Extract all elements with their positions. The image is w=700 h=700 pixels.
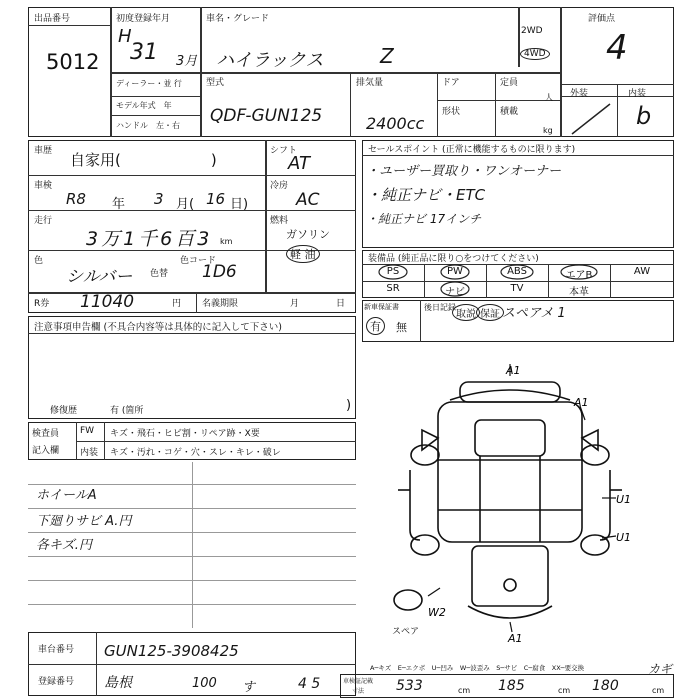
- width: 185: [498, 678, 525, 694]
- mark-front-right: A1: [574, 396, 589, 409]
- equipment-title: 装備品 (純正品に限り○をつけてください): [368, 254, 539, 264]
- car-damage-diagram: [380, 360, 670, 645]
- repair-close-paren: ): [346, 398, 352, 413]
- color-code: 1D6: [202, 262, 237, 282]
- exterior-grade-slash: [566, 100, 616, 136]
- reg-no-label: 登録番号: [38, 677, 75, 687]
- interior-label: 内装: [628, 89, 647, 99]
- memo-line-1: ホイールA: [36, 488, 97, 503]
- entry-label: 記入欄: [32, 446, 60, 456]
- reg-kana: す: [242, 680, 256, 695]
- inspection-month: 3: [154, 190, 164, 208]
- dims-label: 車検証記載: [343, 678, 374, 685]
- fw-label: FW: [80, 426, 95, 436]
- reg-month: 3月: [176, 54, 198, 69]
- ac-label: 冷房: [270, 181, 289, 191]
- inspection-year: R8: [66, 190, 86, 208]
- meigi-label: 名義期限: [202, 299, 239, 309]
- color-change-label: 色替: [150, 269, 169, 279]
- height-cm: cm: [652, 686, 665, 695]
- history: 自家用( ): [70, 151, 217, 169]
- lot-no: 5012: [46, 50, 100, 74]
- record-manual: 取説: [452, 304, 480, 321]
- reg-place: 島根: [104, 675, 132, 691]
- fuel-label: 燃料: [270, 216, 289, 226]
- chassis-no: GUN125-3908425: [104, 642, 239, 660]
- name-grade-label: 車名・グレード: [206, 14, 270, 24]
- color-label: 色: [34, 256, 44, 266]
- dims-sub-label: 寸法: [352, 688, 365, 695]
- mark-spare: W2: [428, 606, 446, 619]
- height: 180: [592, 678, 619, 694]
- reg-year: 31: [130, 40, 158, 65]
- equip-leather: 本革: [569, 287, 589, 298]
- chassis-label: 車台番号: [38, 645, 75, 655]
- equip-ps: PS: [386, 266, 400, 277]
- exterior-label: 外装: [570, 89, 589, 99]
- equip-airbag: エアB: [565, 270, 593, 281]
- first-reg-label: 初度登録年月: [116, 14, 171, 24]
- load-unit: kg: [543, 126, 553, 135]
- mark-right-1: U1: [616, 493, 632, 506]
- mileage-label: 走行: [34, 216, 53, 226]
- model-year-label: モデル年式 年: [116, 101, 172, 110]
- warranty-label: 新車保証書: [364, 303, 399, 311]
- record-spare-key: スペアメ 1: [502, 306, 566, 321]
- damage-legend: A─キズ E─エクボ U─凹み W─波歪み S─サビ C─腐食 XX─要交換: [370, 664, 585, 672]
- equip-navi: ナビ: [445, 287, 465, 298]
- mark-right-2: U1: [616, 531, 632, 544]
- kaki-note: カギ: [648, 662, 673, 676]
- repair-label: 修復歴: [50, 406, 78, 416]
- inspection-label: 車検: [34, 181, 53, 191]
- handle-label: ハンドル 左・右: [116, 121, 180, 130]
- fw-codes: キズ・飛石・ヒビ割・リペア跡・X要: [110, 429, 260, 439]
- inspection-day: 16: [206, 190, 226, 208]
- recycle-value: 11040: [80, 292, 135, 312]
- shift: AT: [288, 153, 310, 174]
- equip-tv: TV: [510, 283, 524, 294]
- repair-value: 有 (箇所: [110, 406, 144, 416]
- shape-label: 形状: [442, 107, 461, 117]
- ac: AC: [296, 190, 320, 210]
- memo-line-2: 下廻りサビ A.円: [36, 514, 132, 529]
- dealer-label: ディーラー・並 行: [116, 79, 182, 88]
- mileage: 3万1千6百3: [86, 228, 213, 250]
- km-unit: km: [220, 237, 233, 246]
- interior-grade: b: [636, 102, 652, 130]
- notes-title: 注意事項申告欄 (不具合内容等は具体的に記入して下さい): [34, 322, 282, 333]
- equip-sr: SR: [386, 283, 400, 294]
- load-label: 積載: [500, 107, 519, 117]
- capacity-unit: 人: [545, 93, 553, 102]
- equip-pw: PW: [447, 266, 463, 277]
- shift-label: シフト: [270, 146, 298, 156]
- equip-abs: ABS: [507, 266, 527, 277]
- car-name: ハイラックス: [216, 50, 324, 71]
- history-label: 車歴: [34, 146, 53, 156]
- length-cm: cm: [458, 686, 471, 695]
- color: シルバー: [66, 267, 133, 287]
- recycle-label: R券: [34, 299, 50, 309]
- warranty-yes: 有: [366, 317, 385, 335]
- capacity-label: 定員: [500, 78, 519, 88]
- sales-point-line-3: ・純正ナビ 17インチ: [366, 212, 482, 226]
- length: 533: [396, 678, 423, 694]
- score-label: 評価点: [588, 14, 616, 24]
- spare-label: スペア: [392, 627, 420, 637]
- equip-aw: AW: [633, 266, 651, 277]
- model-code: QDF-GUN125: [210, 106, 323, 126]
- model-label: 型式: [206, 78, 225, 88]
- reg-num: 4 5: [298, 676, 321, 692]
- inspector-label: 検査員: [32, 429, 60, 439]
- equipment-circles: [362, 264, 674, 298]
- in-label: 内装: [80, 448, 99, 458]
- yen-unit: 円: [172, 299, 182, 309]
- in-codes: キズ・汚れ・コゲ・穴・スレ・キレ・破レ: [110, 448, 281, 458]
- year-unit: 年: [112, 197, 126, 212]
- warranty-no: 無: [396, 321, 407, 334]
- fuel-light: 軽 油: [286, 245, 320, 263]
- displacement: 2400cc: [366, 114, 425, 133]
- reg-class: 100: [192, 676, 217, 691]
- day-unit: 日): [230, 197, 249, 212]
- month-unit: 月(: [176, 197, 195, 212]
- sales-point-title: セールスポイント (正常に機能するものに限ります): [368, 145, 576, 155]
- width-cm: cm: [558, 686, 571, 695]
- sales-point-line-2: ・純正ナビ・ETC: [366, 186, 486, 204]
- meigi-day: 日: [336, 299, 346, 309]
- door-label: ドア: [442, 78, 460, 88]
- lot-no-label: 出品番号: [34, 14, 71, 24]
- fuel-gas: ガソリン: [286, 228, 330, 241]
- score: 4: [606, 28, 628, 68]
- memo-line-3: 各キズ.円: [36, 538, 92, 553]
- drive-4wd: 4WD: [520, 48, 550, 60]
- mark-bottom: A1: [508, 632, 523, 645]
- mark-top: A1: [506, 364, 521, 377]
- reg-era: H: [118, 26, 132, 47]
- color-code-label: 色コード: [180, 256, 217, 266]
- drive-2wd: 2WD: [521, 26, 543, 36]
- record-label: 後日記録: [424, 303, 456, 312]
- displacement-label: 排気量: [356, 78, 384, 88]
- meigi-month: 月: [290, 299, 300, 309]
- record-warranty: 保証: [476, 304, 504, 321]
- grade: Z: [380, 44, 394, 68]
- sales-point-line-1: ・ユーザー買取り・ワンオーナー: [366, 164, 562, 179]
